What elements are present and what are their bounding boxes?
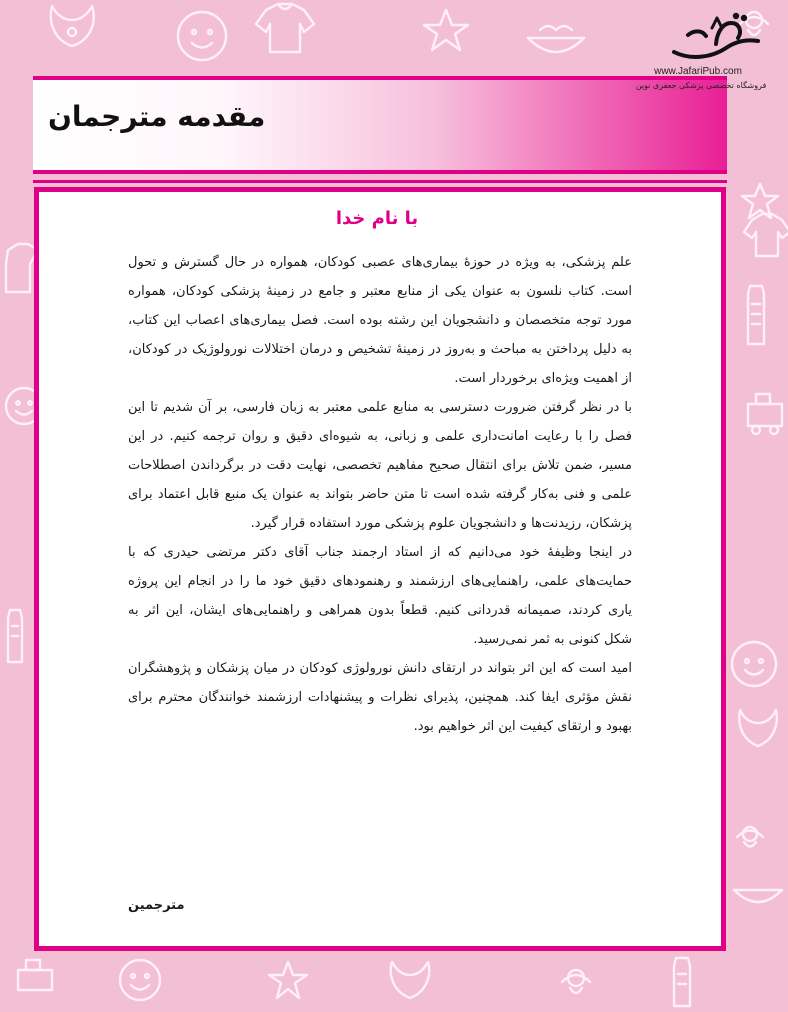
paragraph-4: امید است که این اثر بتواند در ارتقای دانش نورولوژی کودکان در میان پزشکان و پژوهشگران نقش مؤثری ایفا کند. همچنین، پذیرای نظرات و پیشنهادات ارزشمند خوانندگان محترم برای بهبود و ارتقای کیفیت این اثر خواهیم بود.	[128, 661, 632, 734]
introduction-body	[128, 248, 632, 741]
publisher-logo-mark	[654, 10, 762, 66]
publisher-logo	[632, 10, 770, 94]
publisher-subtitle: فروشگاه تخصصی پزشکی جعفری نوین	[635, 81, 767, 90]
page-title: مقدمه مترجمان	[48, 100, 266, 133]
publisher-website: www.JafariPub.com	[654, 66, 742, 77]
translators-signature: مترجمین	[128, 898, 185, 913]
header-divider	[33, 180, 727, 183]
paragraph-3: در اینجا وظیفۀ خود می‌دانیم که از استاد ارجمند جناب آقای دکتر مرتضی حیدری که با حمایت‌های علمی، راهنمایی‌های ارزشمند و رهنمودهای دقیق خود ما را در انجام این پروژه یاری کردند، صمیمانه قدردانی کنیم. قطعاً بدون همراهی و راهنمایی‌های ایشان، این اثر به شکل کنونی به ثمر نمی‌رسید.	[128, 545, 632, 647]
paragraph-2: با در نظر گرفتن ضرورت دسترسی به منابع علمی معتبر به زبان فارسی، بر آن شدیم تا این فصل را با رعایت امانت‌داری علمی و زبانی، به شیوه‌ای دقیق و روان ترجمه کنیم. در این مسیر، ضمن تلاش برای انتقال صحیح مفاهیم تخصصی، نهایت دقت در برگرداندن اصطلاحات علمی و فنی به‌کار گرفته شده است تا متن حاضر بتواند به عنوان یک منبع قابل اعتماد برای پزشکان، رزیدنت‌ها و دانشجویان علوم پزشکی مورد استفاده قرار گیرد.	[128, 400, 632, 531]
paragraph-1: علم پزشکی، به ویژه در حوزۀ بیماری‌های عصبی کودکان، همواره در حال گسترش و تحول است. کتاب نلسون به عنوان یکی از منابع معتبر و جامع در زمینۀ پزشکی کودکان، همواره مورد توجه متخصصان و دانشجویان این رشته بوده است. فصل بیماری‌های اعصاب این کتاب، به دلیل پرداختن به مباحث و به‌روز در زمینۀ تشخیص و درمان اختلالات نورولوژیک در کودکان، از اهمیت ویژه‌ای برخوردار است.	[128, 255, 632, 386]
basmala-heading: با نام خدا	[335, 208, 419, 229]
